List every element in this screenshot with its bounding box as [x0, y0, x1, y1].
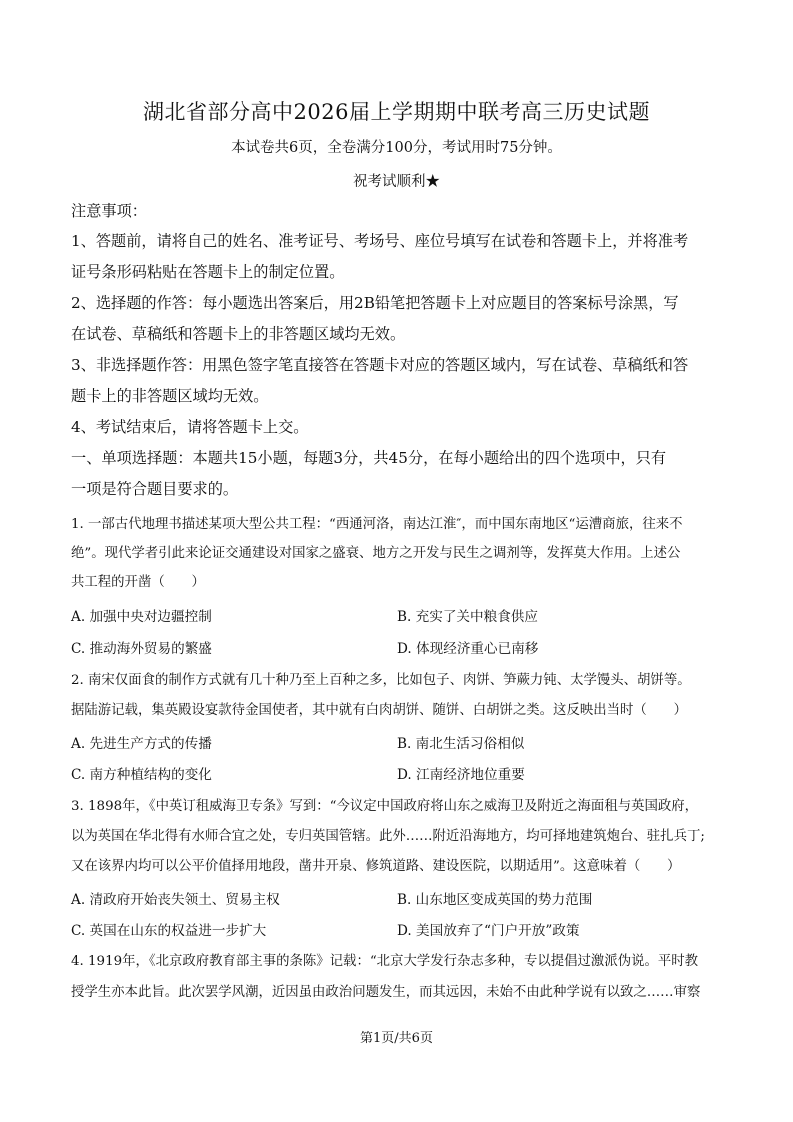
notes-heading: 注意事项： — [71, 202, 147, 220]
notes-line: 在试卷、草稿纸和答题卡上的非答题区域均无效。 — [71, 325, 406, 343]
question-1-stem: 共工程的开凿（ ） — [71, 575, 205, 590]
question-3-option-a: A. 清政府开始丧失领土、贸易主权 — [71, 892, 280, 908]
notes-line: 3、非选择题作答：用黑色签字笔直接答在答题卡对应的答题区域内，写在试卷、草稿纸和答 — [71, 356, 689, 374]
question-3-option-b: B. 山东地区变成英国的势力范围 — [397, 892, 593, 908]
question-2-stem: 据陆游记载，集英殿设宴款待金国使者，其中就有白肉胡饼、随饼、白胡饼之类。这反映出当时（ ） — [71, 703, 687, 718]
question-3-stem: 以为英国在华北得有水师合宜之处，专归英国管辖。此外……附近沿海地方，均可择地建筑炮台、驻扎兵丁; — [71, 829, 705, 844]
section-heading: 一项是符合题目要求的。 — [71, 480, 239, 498]
question-4-stem: 授学生亦本此旨。此次罢学风潮，近因虽由政治问题发生，而其远因，未始不由此种学说有以致之……审察 — [71, 985, 701, 1000]
page-number: 第1页/共6页 — [360, 1031, 433, 1046]
question-3-option-d: D. 美国放弃了“门户开放”政策 — [397, 923, 580, 939]
question-2-option-c: C. 南方种植结构的变化 — [71, 767, 212, 783]
exam-wish: 祝考试顺利★ — [353, 174, 440, 190]
question-1-stem: 绝”。现代学者引此来论证交通建设对国家之盛衰、地方之开发与民生之调剂等，发挥莫大作用。上述公 — [71, 546, 681, 561]
question-3-option-c: C. 英国在山东的权益进一步扩大 — [71, 923, 267, 939]
question-2-option-d: D. 江南经济地位重要 — [397, 767, 525, 783]
question-3-stem: 3. 1898年，《中英订租威海卫专条》写到：“今议定中国政府将山东之威海卫及附近之海面租与英国政府， — [71, 799, 699, 814]
question-1-stem: 1. 一部古代地理书描述某项大型公共工程：“西通河洛，南达江淮″，而中国东南地区“运漕商旅，往来不 — [71, 517, 683, 532]
notes-line: 1、答题前，请将自己的姓名、准考证号、考场号、座位号填写在试卷和答题卡上，并将准考 — [71, 232, 689, 250]
question-1-option-a: A. 加强中央对边疆控制 — [71, 609, 212, 625]
section-heading: 一、单项选择题：本题共15小题，每题3分，共45分，在每小题给出的四个选项中，只有 — [71, 449, 667, 467]
notes-line: 题卡上的非答题区域均无效。 — [71, 387, 269, 405]
notes-line: 2、选择题的作答：每小题选出答案后，用2B铅笔把答题卡上对应题目的答案标号涂黑，写 — [71, 294, 679, 312]
question-2-option-b: B. 南北生活习俗相似 — [397, 736, 525, 752]
question-2-stem: 2. 南宋仅面食的制作方式就有几十种乃至上百种之多，比如包子、肉饼、笋蕨力钝、太学馒头、胡饼等。 — [71, 673, 691, 688]
question-1-option-d: D. 体现经济重心已南移 — [397, 641, 539, 657]
question-2-option-a: A. 先进生产方式的传播 — [71, 736, 212, 752]
question-1-option-c: C. 推动海外贸易的繁盛 — [71, 641, 212, 657]
question-1-option-b: B. 充实了关中粮食供应 — [397, 609, 538, 625]
notes-line: 4、考试结束后，请将答题卡上交。 — [71, 418, 309, 436]
exam-info: 本试卷共6页，全卷满分100分，考试用时75分钟。 — [231, 140, 562, 156]
question-4-stem: 4. 1919年，《北京政府教育部主事的条陈》记载：“北京大学发行杂志多种，专以提倡过激派伪说。平时教 — [71, 954, 699, 969]
notes-line: 证号条形码粘贴在答题卡上的制定位置。 — [71, 263, 345, 281]
question-3-stem: 又在该界内均可以公平价值择用地段，凿井开泉、修筑道路、建设医院，以期适用”。这意味着（ ） — [71, 859, 681, 874]
page-title: 湖北省部分高中2026届上学期期中联考高三历史试题 — [143, 100, 650, 124]
